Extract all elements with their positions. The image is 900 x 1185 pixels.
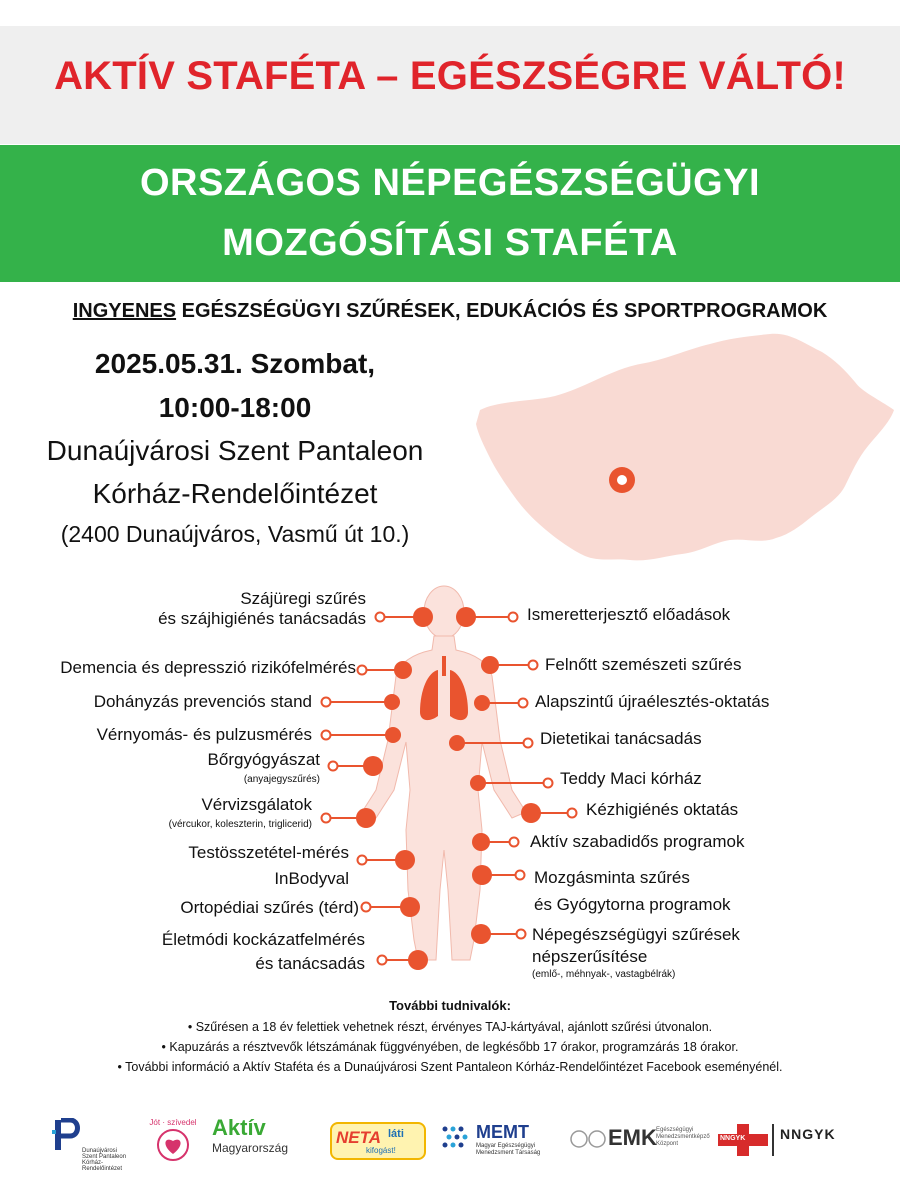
memt-dot bbox=[451, 1127, 456, 1132]
program-label: Ismeretterjesztő előadások bbox=[527, 605, 731, 624]
program-public-health-screening bbox=[532, 924, 740, 982]
logo-divider bbox=[772, 1124, 774, 1156]
memt-dot bbox=[443, 1127, 448, 1132]
program-movement-screening bbox=[534, 864, 731, 918]
program-dermatology bbox=[208, 750, 320, 790]
info-bullet-text: Kapuzárás a résztvevők létszámának függvényében, de legkésőbb 17 órakor, programzárás 18 órakor. bbox=[169, 1040, 739, 1054]
program-label: Népegészségügyi szűrések bbox=[532, 925, 740, 944]
emk-logo-line: Egészségügyi bbox=[656, 1127, 694, 1133]
hospital-logo-bar bbox=[55, 1120, 61, 1150]
right-marker-dot-3 bbox=[449, 735, 465, 751]
aktiv-magyarorszag-logo bbox=[212, 1115, 322, 1155]
memt-logo-line: Menedzsment Társaság bbox=[476, 1150, 541, 1156]
program-lectures bbox=[527, 605, 730, 625]
nngyk-logo: NNGYK bbox=[780, 1126, 836, 1142]
left-endpoint-ring-0 bbox=[376, 613, 385, 622]
venue-line-1: Dunaújvárosi Szent Pantaleon bbox=[46, 435, 424, 466]
program-teddy-hospital bbox=[560, 769, 702, 789]
emk-logo-text bbox=[656, 1127, 710, 1148]
left-endpoint-ring-2 bbox=[322, 698, 331, 707]
tagline-rest: EGÉSZSÉGÜGYI SZŰRÉSEK, EDUKÁCIÓS ÉS SPORTPROGRAMOK bbox=[176, 300, 828, 322]
memt-logo-text bbox=[476, 1143, 540, 1157]
program-label: Bőrgyógyászat bbox=[207, 750, 320, 769]
left-endpoint-ring-6 bbox=[358, 856, 367, 865]
right-marker-dot-1 bbox=[481, 656, 499, 674]
left-marker-dot-3 bbox=[385, 727, 401, 743]
program-hand-hygiene bbox=[586, 800, 738, 820]
program-label: Alapszintű újraélesztés-oktatás bbox=[535, 692, 770, 711]
program-label: Szájüregi szűrés bbox=[240, 589, 366, 608]
info-bullet: • További információ a Aktív Staféta és a Dunaújvárosi Szent Pantaleon Kórház-Rendelőintézet Facebook eseményénél. bbox=[117, 1060, 783, 1074]
left-marker-dot-0 bbox=[413, 607, 433, 627]
jot-szivedel-text: Jót · szívedel bbox=[149, 1118, 197, 1127]
program-cpr-training bbox=[535, 692, 769, 712]
program-label: Testösszetétel-mérés bbox=[188, 843, 349, 862]
memt-logo bbox=[440, 1122, 550, 1162]
program-note: (vércukor, koleszterin, triglicerid) bbox=[168, 819, 312, 830]
program-leisure-activities bbox=[530, 832, 745, 852]
venue-address: (2400 Dunaújváros, Vasmű út 10.) bbox=[60, 521, 410, 547]
program-label-line2: és Gyógytorna programok bbox=[534, 895, 731, 914]
info-title: További tudnivalók: bbox=[389, 998, 511, 1013]
neta-logo-sub: láti bbox=[388, 1128, 404, 1140]
trachea bbox=[442, 656, 446, 676]
left-marker-dot-7 bbox=[400, 897, 420, 917]
program-label: Mozgásminta szűrés bbox=[534, 868, 690, 887]
right-endpoint-ring-1 bbox=[529, 661, 538, 670]
left-endpoint-ring-3 bbox=[322, 731, 331, 740]
memt-dot bbox=[463, 1135, 468, 1140]
program-label: Életmódi kockázatfelmérés bbox=[161, 930, 365, 949]
body-torso-limbs bbox=[362, 636, 526, 960]
program-lifestyle-assessment bbox=[162, 928, 365, 976]
right-marker-dot-0 bbox=[456, 607, 476, 627]
event-title: AKTÍV STAFÉTA – EGÉSZSÉGRE VÁLTÓ! bbox=[54, 54, 846, 98]
program-label: Vérnyomás- és pulzusmérés bbox=[96, 725, 312, 744]
human-body-figure bbox=[362, 586, 526, 960]
right-endpoint-ring-5 bbox=[568, 809, 577, 818]
program-label: Felnőtt szemészeti szűrés bbox=[545, 655, 742, 674]
program-label: Dohányzás prevenciós stand bbox=[93, 692, 312, 711]
program-label: Ortopédiai szűrés (térd) bbox=[180, 898, 359, 917]
left-marker-dot-2 bbox=[384, 694, 400, 710]
neta-logo-tag: kifogást! bbox=[366, 1146, 396, 1155]
subtitle-line-1: ORSZÁGOS NÉPEGÉSZSÉGÜGYI bbox=[139, 162, 761, 204]
tagline-emphasis: INGYENES bbox=[72, 300, 177, 322]
left-endpoint-ring-5 bbox=[322, 814, 331, 823]
program-note: (anyajegyszűrés) bbox=[243, 774, 320, 785]
memt-dot bbox=[447, 1135, 452, 1140]
memt-logo-word: MEMT bbox=[476, 1122, 529, 1142]
program-blood-tests bbox=[169, 795, 312, 835]
left-endpoint-ring-7 bbox=[362, 903, 371, 912]
program-eye-screening bbox=[545, 655, 742, 675]
program-label-line2: népszerűsítése bbox=[532, 947, 648, 966]
program-label-line2: InBodyval bbox=[274, 869, 349, 888]
memt-dot bbox=[459, 1143, 464, 1148]
program-body-composition bbox=[188, 840, 349, 892]
program-label: Demencia és depresszió rizikófelmérés bbox=[60, 658, 356, 677]
left-marker-dot-5 bbox=[356, 808, 376, 828]
left-endpoint-ring-4 bbox=[329, 762, 338, 771]
program-label: Kézhigiénés oktatás bbox=[586, 800, 739, 819]
left-marker-dot-4 bbox=[363, 756, 383, 776]
emk-logo-line: Menedzsmentképző bbox=[656, 1134, 710, 1140]
hospital-logo-cross bbox=[52, 1130, 56, 1134]
memt-dot bbox=[443, 1143, 448, 1148]
right-endpoint-ring-3 bbox=[524, 739, 533, 748]
event-time: 10:00-18:00 bbox=[158, 392, 312, 423]
left-marker-dot-6 bbox=[395, 850, 415, 870]
emk-logo-line: Központ bbox=[656, 1141, 679, 1147]
program-note: (emlő-, méhnyak-, vastagbélrák) bbox=[532, 969, 676, 980]
program-label: Aktív szabadidős programok bbox=[530, 832, 745, 851]
emk-logo-word: EMK bbox=[608, 1125, 657, 1150]
program-smoking-prevention bbox=[94, 692, 312, 712]
info-bullet: • Szűrésen a 18 év felettiek vehetnek részt, érvényes TAJ-kártyával, ajánlott szűrési útvonalon. bbox=[187, 1020, 713, 1034]
right-endpoint-ring-2 bbox=[519, 699, 528, 708]
hospital-logo bbox=[52, 1118, 142, 1176]
aktiv-logo-word: Aktív bbox=[212, 1115, 266, 1140]
hospital-logo-line: Kórház-Rendelőintézet bbox=[82, 1160, 123, 1172]
right-marker-dot-5 bbox=[521, 803, 541, 823]
program-dementia-screening bbox=[60, 658, 356, 678]
memt-dot bbox=[451, 1143, 456, 1148]
nngyk-cross-text: NNGYK bbox=[720, 1135, 746, 1142]
memt-dot bbox=[459, 1127, 464, 1132]
neta-logo bbox=[330, 1122, 426, 1160]
info-bullet: • Kapuzárás a résztvevők létszámának függvényében, de legkésőbb 17 órakor, programzárás 18 órakor. bbox=[161, 1040, 739, 1054]
hospital-logo-bowl bbox=[61, 1120, 78, 1136]
program-label: Vérvizsgálatok bbox=[201, 795, 312, 814]
subtitle-line-2: MOZGÓSÍTÁSI STAFÉTA bbox=[222, 222, 678, 264]
venue-line-2: Kórház-Rendelőintézet bbox=[92, 478, 378, 509]
right-endpoint-ring-8 bbox=[517, 930, 526, 939]
program-orthopedic-screening bbox=[180, 898, 359, 918]
emk-seal-left bbox=[571, 1131, 587, 1147]
right-endpoint-ring-7 bbox=[516, 871, 525, 880]
emk-logo bbox=[570, 1125, 710, 1155]
emk-seal-right bbox=[589, 1131, 605, 1147]
program-label-line2: és tanácsadás bbox=[255, 954, 365, 973]
program-label: Teddy Maci kórház bbox=[560, 769, 702, 788]
program-dietetics bbox=[540, 729, 702, 749]
event-date: 2025.05.31. Szombat, bbox=[94, 348, 376, 379]
right-marker-dot-7 bbox=[472, 865, 492, 885]
right-marker-dot-6 bbox=[472, 833, 490, 851]
program-label: Dietetikai tanácsadás bbox=[540, 729, 702, 748]
hospital-logo-line: Dunaújvárosi bbox=[82, 1148, 118, 1154]
left-marker-dot-1 bbox=[394, 661, 412, 679]
jot-szivedel-logo bbox=[148, 1118, 198, 1173]
heart-icon-shape bbox=[165, 1140, 180, 1154]
emk-seal-icon bbox=[570, 1129, 606, 1149]
nngyk-cross-logo bbox=[718, 1124, 768, 1156]
program-label-line2: és szájhigiénés tanácsadás bbox=[158, 609, 366, 628]
info-bullet-text: További információ a Aktív Staféta és a Dunaújvárosi Szent Pantaleon Kórház-Rendelőintézet Facebook eseményénél. bbox=[125, 1060, 783, 1074]
memt-dot bbox=[455, 1135, 460, 1140]
program-oral-screening bbox=[158, 589, 366, 629]
left-endpoint-ring-1 bbox=[358, 666, 367, 675]
aktiv-logo-country: Magyarország bbox=[212, 1141, 289, 1155]
neta-logo-word: NETA bbox=[336, 1128, 382, 1147]
left-marker-dot-8 bbox=[408, 950, 428, 970]
info-bullet-text: Szűrésen a 18 év felettiek vehetnek részt, érvényes TAJ-kártyával, ajánlott szűrési útvonalon. bbox=[195, 1020, 713, 1034]
right-endpoint-ring-4 bbox=[544, 779, 553, 788]
right-marker-dot-8 bbox=[471, 924, 491, 944]
program-blood-pressure bbox=[97, 725, 312, 745]
right-marker-dot-2 bbox=[474, 695, 490, 711]
hospital-logo-text bbox=[82, 1148, 142, 1172]
hospital-logo-icon bbox=[52, 1118, 82, 1152]
heart-icon bbox=[155, 1127, 191, 1163]
right-endpoint-ring-6 bbox=[510, 838, 519, 847]
hospital-logo-line: Szent Pantaleon bbox=[82, 1154, 127, 1160]
memt-dots-icon bbox=[440, 1124, 472, 1154]
left-endpoint-ring-8 bbox=[378, 956, 387, 965]
right-marker-dot-4 bbox=[470, 775, 486, 791]
memt-logo-line: Magyar Egészségügyi bbox=[476, 1143, 536, 1149]
right-endpoint-ring-0 bbox=[509, 613, 518, 622]
